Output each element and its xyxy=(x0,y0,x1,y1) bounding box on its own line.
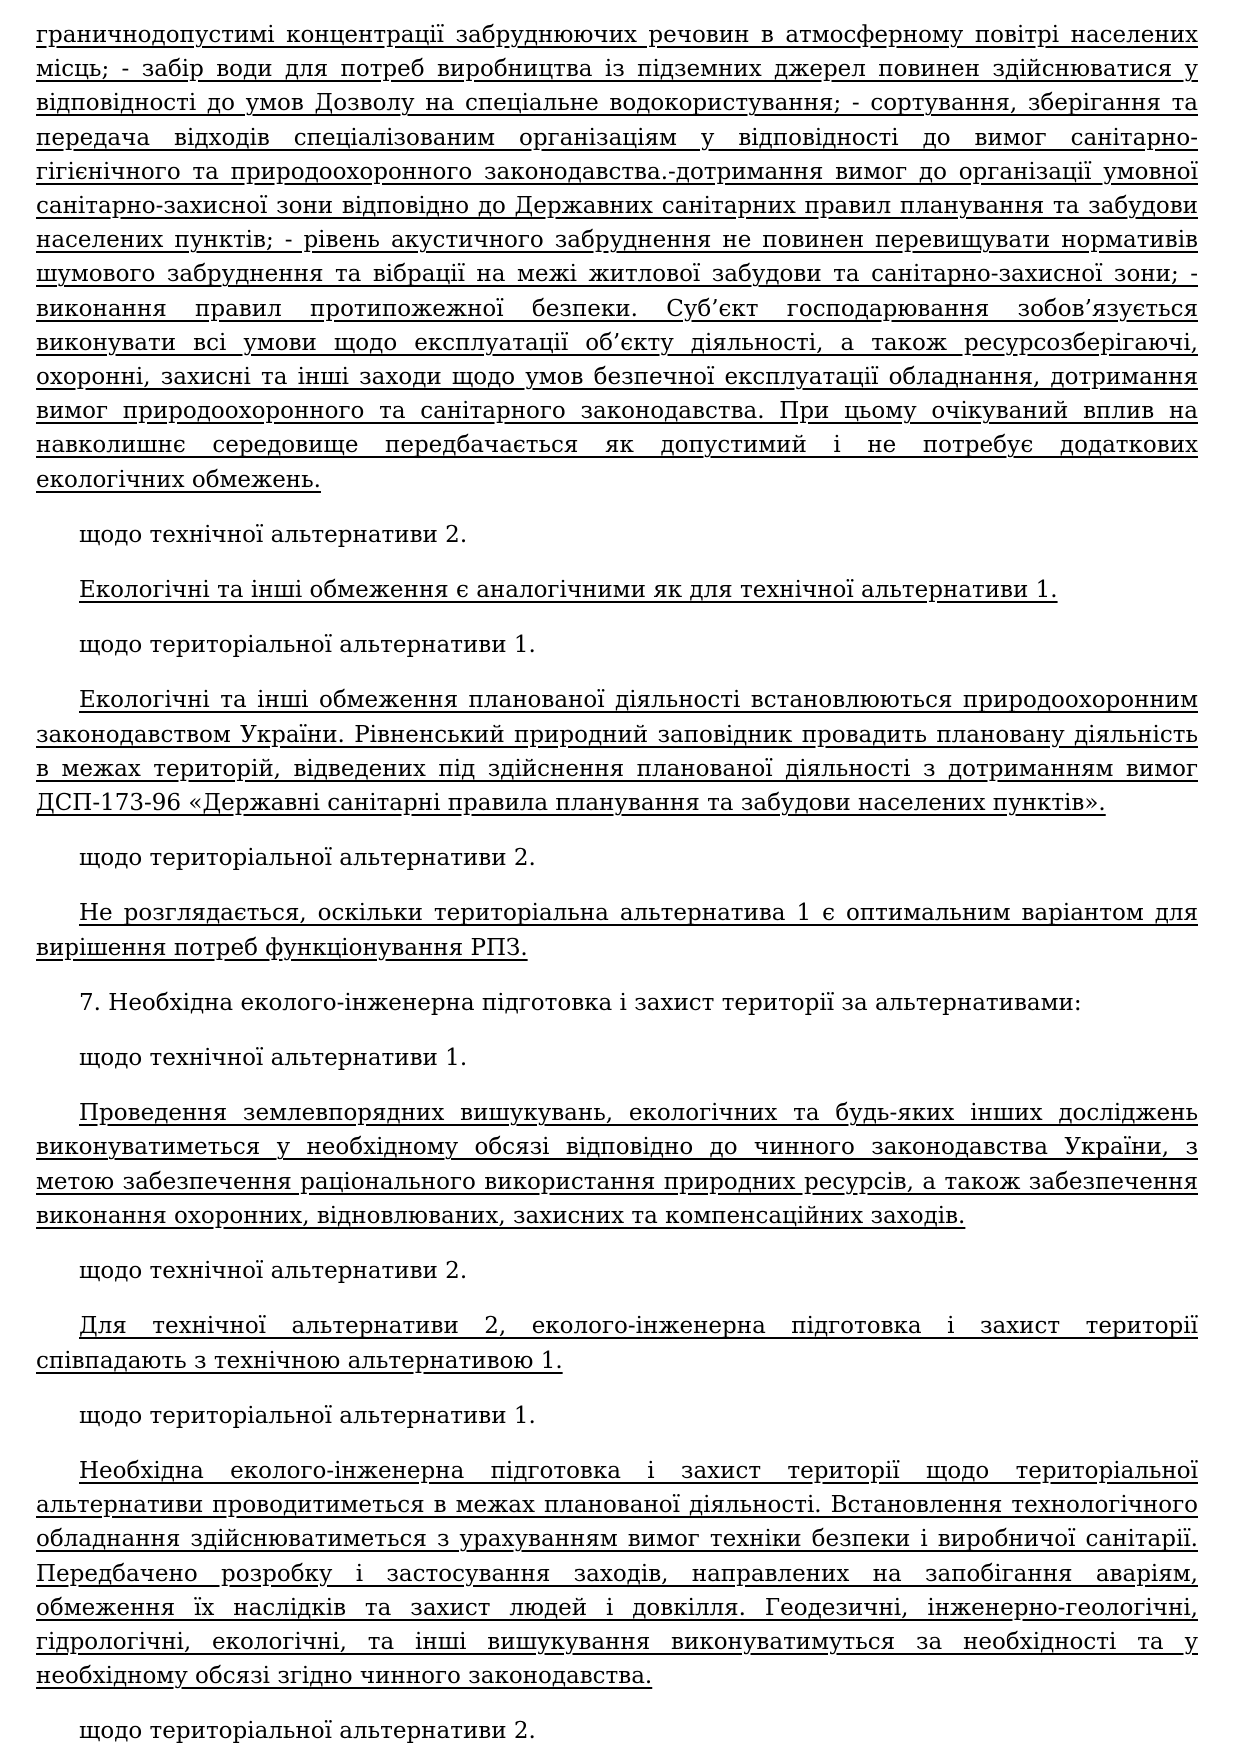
paragraph: щодо технічної альтернативи 2. xyxy=(79,521,468,548)
paragraph: Необхідна еколого-інженерна підготовка і захист території щодо територіальної альтернативи проводитиметься в межах планованої діяльності. Встановлення технологічного обладнання здійснюватиметься з урахуванням вимог техніки безпеки і виробничої санітарії. Передбачено розробку і застосування заходів, направлених на запобігання аваріям, обмеження їх наслідків та захист людей і довкілля. Геодезичні, інженерно-геологічні, гідрологічні, екологічні, та інші вишукування виконуватимуться за необхідності та у необхідному обсязі згідно чинного законодавства. xyxy=(36,1457,1198,1690)
paragraph: щодо територіальної альтернативи 2. xyxy=(79,845,536,872)
paragraph: Екологічні та інші обмеження є аналогічними як для технічної альтернативи 1. xyxy=(79,577,1058,604)
document-body xyxy=(36,18,1198,1749)
paragraph: граничнодопустимі концентрації забруднюючих речовин в атмосферному повітрі населених місць; - забір води для потреб виробництва із підземних джерел повинен здійснюватися у відповідності до умов Дозволу на спеціальне водокористування; - сортування, зберігання та передача відходів спеціалізованим організаціям у відповідності до вимог санітарно-гігієнічного та природоохоронного законодавства.-дотримання вимог до організації умовної санітарно-захисної зони відповідно до Державних санітарних правил планування та забудови населених пунктів; - рівень акустичного забруднення не повинен перевищувати нормативів шумового забруднення та вібрації на межі житлової забудови та санітарно-захисної зони; - виконання правил протипожежної безпеки. Суб’єкт господарювання зобов’язується виконувати всі умови щодо експлуатації об’єкту діяльності, а також ресурсозберігаючі, охоронні, захисні та інші заходи щодо умов безпечної експлуатації обладнання, дотримання вимог природоохоронного та санітарного законодавства. При цьому очікуваний вплив на навколишнє середовище передбачається як допустимий і не потребує додаткових екологічних обмежень. xyxy=(36,22,1198,493)
paragraph: Проведення землевпорядних вишукувань, екологічних та будь-яких інших досліджень виконуватиметься у необхідному обсязі відповідно до чинного законодавства України, з метою забезпечення раціонального використання природних ресурсів, а також забезпечення виконання охоронних, відновлюваних, захисних та компенсаційних заходів. xyxy=(36,1100,1198,1229)
paragraph: щодо територіальної альтернативи 1. xyxy=(79,1402,536,1429)
paragraph: Екологічні та інші обмеження планованої діяльності встановлюються природоохоронним законодавством України. Рівненський природний заповідник провадить плановану діяльність в межах територій, відведених під здійснення планованої діяльності з дотриманням вимог ДСП-173-96 «Державні санітарні правила планування та забудови населених пунктів». xyxy=(36,687,1198,817)
paragraph: щодо технічної альтернативи 2. xyxy=(79,1258,468,1285)
paragraph: Для технічної альтернативи 2, еколого-інженерна підготовка і захист території співпадають з технічною альтернативою 1. xyxy=(36,1313,1198,1374)
paragraph: щодо територіальної альтернативи 2. xyxy=(79,1718,536,1745)
paragraph: 7. Необхідна еколого-інженерна підготовка і захист території за альтернативами: xyxy=(79,989,1082,1016)
paragraph: Не розглядається, оскільки територіальна альтернатива 1 є оптимальним варіантом для вирішення потреб функціонування РПЗ. xyxy=(36,900,1198,961)
paragraph: щодо технічної альтернативи 1. xyxy=(79,1045,468,1072)
paragraph: щодо територіальної альтернативи 1. xyxy=(79,632,536,659)
